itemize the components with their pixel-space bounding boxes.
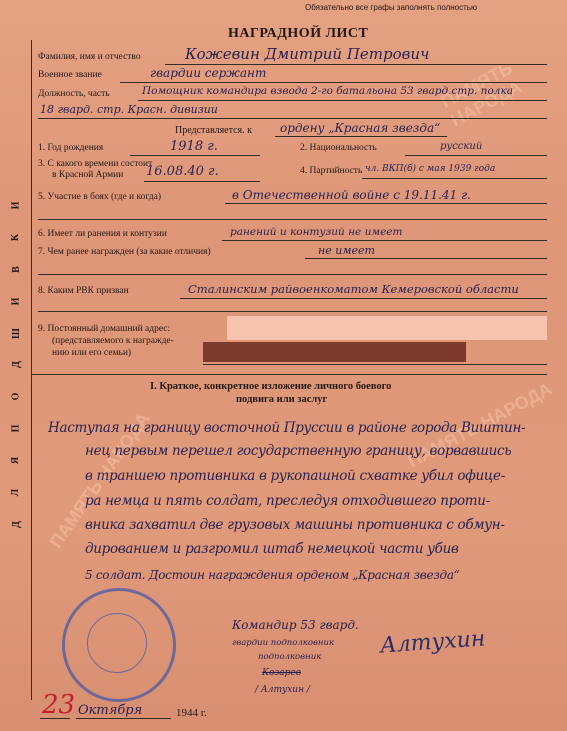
side-letter: Д [10, 361, 22, 369]
post-label: Должность, часть [38, 89, 110, 99]
narrative-line: в траншею противника в рукопашной схватке убил офице- [85, 468, 505, 484]
side-divider [31, 40, 32, 700]
date-year: 1944 г. [176, 707, 207, 719]
date-month: Октября [78, 703, 143, 718]
q9-underline [203, 364, 547, 365]
date-month-underline [76, 718, 171, 719]
q1-label: 1. Год рождения [38, 143, 104, 153]
post-underline-1 [138, 100, 547, 101]
narrative-line: ра немца и пять солдат, преследуя отходившего проти- [85, 493, 490, 509]
q5-underline-1 [225, 203, 547, 204]
signature-line-2: гвардии подполковник [232, 638, 335, 648]
q2-underline [405, 155, 547, 156]
q1-underline [130, 155, 260, 156]
q5-label: 5. Участие в боях (где и когда) [38, 192, 162, 202]
side-letter: П [10, 424, 22, 433]
q8-value: Сталинским райвоенкоматом Кемеровской области [188, 282, 519, 296]
signature-line-4: Козарев [262, 668, 301, 678]
q7-underline-1 [305, 258, 547, 259]
section-divider [32, 374, 547, 375]
watermark: ПАМЯТЬ НАРОДА [404, 378, 556, 472]
q8-underline-2 [38, 311, 547, 312]
signature-line-3: подполковник [258, 652, 322, 662]
fio-underline [165, 64, 547, 65]
q7-value: не имеет [318, 244, 375, 257]
section-title-1: I. Краткое, конкретное изложение личного боевого [150, 381, 392, 392]
narrative-line: 5 солдат. Достоин награждения орденом „Красная звезда“ [85, 568, 460, 582]
address-redaction [227, 316, 547, 340]
narrative-line: нец первым перешел государственную границу, ворвавшись [85, 443, 512, 459]
q7-underline-2 [38, 274, 547, 275]
q5-value: в Отечественной войне с 19.11.41 г. [232, 188, 471, 202]
seal-stamp [62, 588, 176, 702]
q3-value: 16.08.40 г. [146, 164, 219, 179]
signature-line-1: Командир 53 гвард. [232, 618, 359, 632]
q4-value: чл. ВКП(б) с мая 1939 года [365, 164, 496, 174]
presented-value: ордену „Красная звезда“ [280, 121, 441, 135]
rank-value: гвардии сержант [150, 66, 267, 80]
rank-label: Военное звание [38, 70, 102, 80]
side-letter: О [10, 392, 22, 401]
signature-line-5: / Алтухин / [255, 685, 310, 695]
q3-underline [144, 181, 260, 182]
q7-label: 7. Чем ранее награжден (за какие отличия) [38, 247, 211, 257]
rank-underline [120, 82, 547, 83]
q8-label: 8. Каким РВК призван [38, 286, 129, 296]
address-redaction [203, 342, 466, 362]
date-day: 23 [42, 690, 76, 720]
q6-value: ранений и контузий не имеет [230, 226, 403, 238]
date-day-underline [40, 718, 70, 719]
presented-underline [275, 136, 447, 137]
section-title-2: подвига или заслуг [236, 394, 328, 405]
page-title: НАГРАДНОЙ ЛИСТ [228, 26, 369, 41]
commander-signature: Алтухин [379, 626, 487, 659]
side-text [9, 200, 23, 530]
q2-value: русский [440, 141, 483, 152]
side-letter: Ш [10, 327, 22, 339]
narrative-line: дированием и разгромил штаб немецкой части убив [85, 541, 459, 557]
q3-label-1: 3. С какого времени состоит [38, 159, 153, 169]
watermark: ПАМЯТЬ НАРОДА [45, 408, 154, 552]
q4-label: 4. Партийность [300, 166, 363, 176]
q9-label-3: нию или его семьи) [52, 348, 132, 358]
q4-underline [362, 178, 547, 179]
q9-label-1: 9. Постоянный домашний адрес: [38, 324, 171, 334]
seal-stamp-emblem [87, 613, 147, 673]
fio-label: Фамилия, имя и отчество [38, 52, 141, 62]
narrative-line: Наступая на границу восточной Пруссии в районе города Виштин- [48, 420, 526, 436]
q8-underline [180, 298, 547, 299]
presented-label: Представляется. к [175, 125, 252, 136]
narrative-line: вника захватил две грузовых машины противника с обмун- [85, 517, 505, 533]
q6-underline [222, 240, 547, 241]
watermark: ПАМЯТЬ НАРОДА [437, 57, 526, 131]
post-underline-2 [38, 118, 547, 119]
side-letter: Я [10, 457, 22, 465]
side-letter: К [10, 233, 22, 242]
q2-label: 2. Национальность [300, 143, 377, 153]
post-value-1: Помощник командира взвода 2-го батальона 53 гвард.стр. полка [142, 85, 513, 97]
fio-value: Кожевин Дмитрий Петрович [185, 45, 430, 63]
q3-label-2: в Красной Армии [52, 170, 124, 180]
header-note: Обязательно все графы заполнять полностью [305, 3, 477, 12]
side-letter: И [10, 297, 22, 306]
q5-underline-2 [38, 219, 547, 220]
post-value-2: 18 гвард. стр. Красн. дивизии [40, 103, 218, 116]
side-letter: Л [10, 488, 22, 497]
side-letter: И [10, 201, 22, 210]
side-letter: Д [10, 520, 22, 528]
q9-label-2: (представляемого к награжде- [52, 336, 174, 346]
q6-label: 6. Имеет ли ранения и контузии [38, 229, 167, 239]
q1-value: 1918 г. [170, 139, 218, 154]
side-letter: В [10, 265, 22, 273]
